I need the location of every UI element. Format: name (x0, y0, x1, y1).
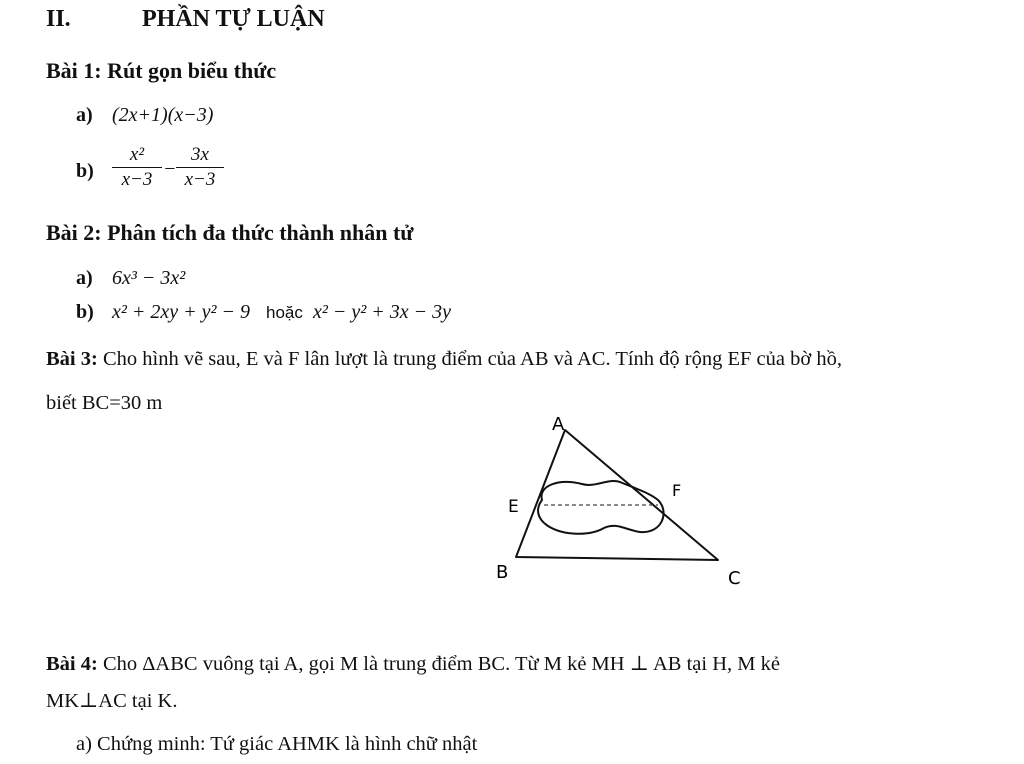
bai4-label: Bài 4: (46, 653, 98, 675)
label-a: A (552, 414, 565, 435)
fraction-2-numerator: 3x (191, 144, 209, 165)
bai4-item-a: a) Chứng minh: Tứ giác AHMK là hình chữ nhật (76, 733, 478, 755)
label-e: E (508, 497, 519, 517)
bai4-text-line1: Cho ΔABC vuông tại A, gọi M là trung điểm BC. Từ M kẻ MH ⊥ AB tại H, M kẻ (102, 653, 780, 675)
bai2-b-or: hoặc (266, 303, 303, 322)
triangle-outline (516, 430, 718, 560)
bai3-label: Bài 3: (46, 348, 98, 370)
bai3-text-line2: biết BC=30 m (46, 392, 163, 414)
bai2-b-expression-1: x² + 2xy + y² − 9 (112, 301, 250, 323)
bai1-b-fraction-1 (112, 143, 162, 192)
bai1-a-expression: (2x+1)(x−3) (112, 104, 214, 126)
bai3-line1 (46, 348, 842, 371)
bai1-b-label: b) (76, 160, 94, 182)
bai2-b-expression-2: x² − y² + 3x − 3y (313, 301, 451, 323)
section-number: II. (46, 6, 71, 32)
bai4-line1 (46, 651, 780, 676)
fraction-2-denominator: x−3 (184, 169, 216, 190)
bai3-text-line1: Cho hình vẽ sau, E và F lân lượt là trung điểm của AB và AC. Tính độ rộng EF của bờ hồ, (102, 348, 842, 370)
fraction-1-denominator: x−3 (121, 169, 153, 190)
bai2-heading: Bài 2: Phân tích đa thức thành nhân tử (46, 220, 414, 245)
bai1-heading: Bài 1: Rút gọn biểu thức (46, 58, 277, 83)
bai1-b-fraction-2 (176, 143, 224, 192)
bai2-b-label: b) (76, 301, 94, 323)
bai4-text-line2: MK⊥AC tại K. (46, 690, 178, 712)
label-c: C (728, 568, 741, 589)
lake-outline (538, 481, 664, 534)
fraction-1-numerator: x² (129, 144, 145, 165)
bai1-b-minus: − (163, 158, 177, 180)
label-b: B (496, 562, 509, 583)
section-title: PHẦN TỰ LUẬN (142, 6, 325, 32)
section-heading (46, 6, 325, 33)
bai1-a-label: a) (76, 104, 93, 126)
bai2-a-label: a) (76, 267, 93, 289)
triangle-lake-figure (480, 408, 760, 594)
label-f: F (672, 481, 682, 500)
bai2-a-expression: 6x³ − 3x² (112, 267, 186, 289)
